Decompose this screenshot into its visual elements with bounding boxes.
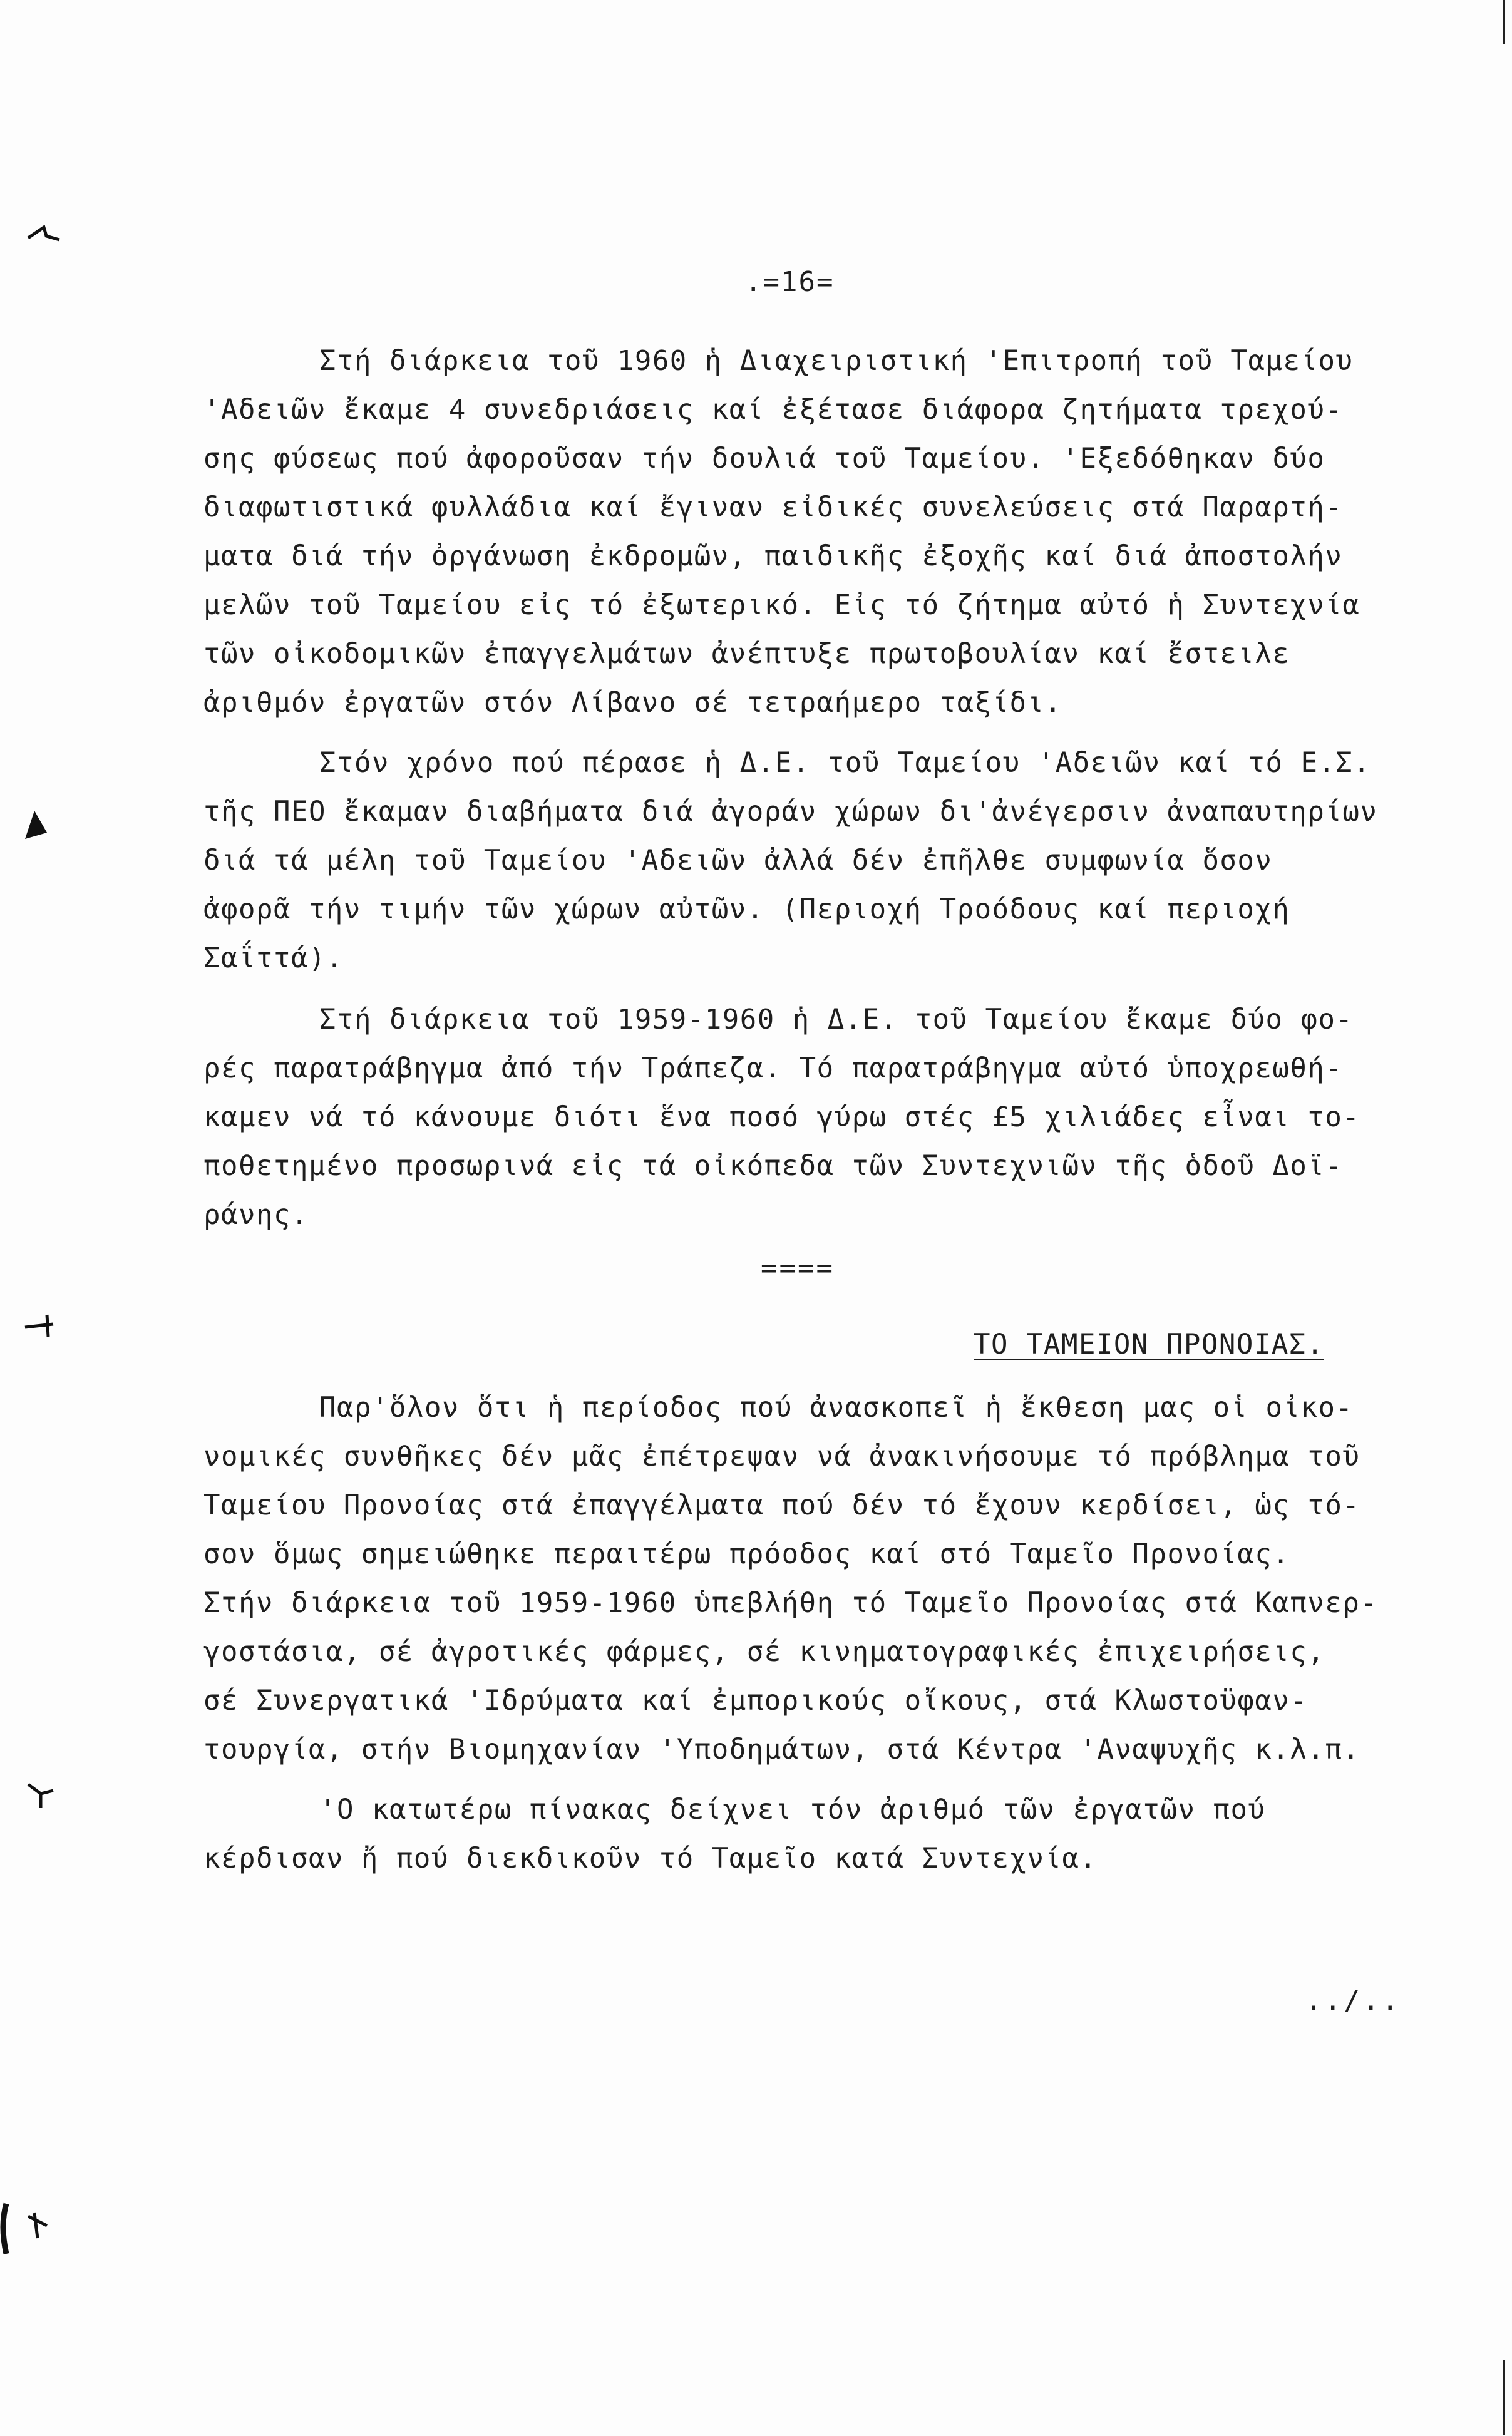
text-line: ποθετημένο προσωρινά εἰς τά οἰκόπεδα τῶν Συντεχνιῶν τῆς ὁδοῦ Δοϊ- xyxy=(203,1150,1343,1182)
text-line: μελῶν τοῦ Ταμείου εἰς τό ἐξωτερικό. Εἰς τό ζήτημα αὐτό ἡ Συντεχνία xyxy=(203,589,1360,621)
text-line: ρές παρατράβηγμα ἀπό τήν Τράπεζα. Τό παρατράβηγμα αὐτό ὑποχρεωθή- xyxy=(203,1052,1343,1084)
text-line: διά τά μέλη τοῦ Ταμείου 'Αδειῶν ἀλλά δέν ἐπῆλθε συμφωνία ὅσον xyxy=(203,845,1273,876)
text-line: 'Αδειῶν ἔκαμε 4 συνεδριάσεις καί ἐξέτασε διάφορα ζητήματα τρεχού- xyxy=(203,394,1343,426)
text-line: 'Ο κατωτέρω πίνακας δείχνει τόν ἀριθμό τῶν ἐργατῶν πού xyxy=(319,1794,1266,1826)
text-line: διαφωτιστικά φυλλάδια καί ἔγιναν εἰδικές συνελεύσεις στά Παραρτή- xyxy=(203,491,1343,523)
scan-mark-icon xyxy=(22,1312,59,1340)
text-line: καμεν νά τό κάνουμε διότι ἕνα ποσό γύρω στές £5 χιλιάδες εἶναι το- xyxy=(203,1101,1360,1133)
text-line: Στόν χρόνο πού πέρασε ἡ Δ.Ε. τοῦ Ταμείου 'Αδειῶν καί τό Ε.Σ. xyxy=(319,747,1371,779)
text-line: γοστάσια, σέ ἀγροτικές φάρμες, σέ κινηματογραφικές ἐπιχειρήσεις, xyxy=(203,1636,1325,1668)
section-separator: ==== xyxy=(761,1252,835,1284)
scan-mark-icon xyxy=(25,222,63,247)
scan-mark-icon xyxy=(25,1778,56,1809)
section-heading: ΤΟ ΤΑΜΕΙΟΝ ΠΡΟΝΟΙΑΣ. xyxy=(974,1328,1324,1360)
text-line: κέρδισαν ἤ πού διεκδικοῦν τό Ταμεῖο κατά Συντεχνία. xyxy=(203,1842,1098,1874)
text-line: Σαΐττά). xyxy=(203,942,344,974)
text-line: τῶν οἰκοδομικῶν ἐπαγγελμάτων ἀνέπτυξε πρωτοβουλίαν καί ἔστειλε xyxy=(203,638,1290,670)
text-line: τῆς ΠΕΟ ἔκαμαν διαβήματα διά ἀγοράν χώρων δι'ἀνέγερσιν ἀναπαυτηρίων xyxy=(203,796,1378,828)
text-line: Παρ'ὅλον ὅτι ἡ περίοδος πού ἀνασκοπεῖ ἡ ἔκθεση μας οἱ οἰκο- xyxy=(319,1392,1354,1424)
text-line: Στή διάρκεια τοῦ 1959-1960 ἡ Δ.Ε. τοῦ Ταμείου ἔκαμε δύο φο- xyxy=(319,1004,1354,1036)
text-line: ματα διά τήν ὀργάνωση ἐκδρομῶν, παιδικῆς ἐξοχῆς καί διά ἀποστολήν xyxy=(203,540,1343,572)
text-line: Στήν διάρκεια τοῦ 1959-1960 ὑπεβλήθη τό Ταμεῖο Προνοίας στά Καπνερ- xyxy=(203,1587,1378,1619)
text-line: σης φύσεως πού ἀφοροῦσαν τήν δουλιά τοῦ Ταμείου. 'Εξεδόθηκαν δύο xyxy=(203,443,1325,475)
text-line: τουργία, στήν Βιομηχανίαν 'Υποδημάτων, στά Κέντρα 'Αναψυχῆς κ.λ.π. xyxy=(203,1734,1360,1765)
text-line: ἀφορᾶ τήν τιμήν τῶν χώρων αὐτῶν. (Περιοχή Τροόδους καί περιοχή xyxy=(203,893,1290,925)
continuation-marker: ../.. xyxy=(1305,1985,1401,2017)
text-line: ἀριθμόν ἐργατῶν στόν Λίβανο σέ τετραήμερο ταξίδι. xyxy=(203,687,1062,719)
scan-mark-icon xyxy=(19,808,50,845)
text-line: σον ὅμως σημειώθηκε περαιτέρω πρόοδος καί στό Ταμεῖο Προνοίας. xyxy=(203,1538,1290,1570)
page-number: .=16= xyxy=(745,266,835,298)
scan-edge-mark xyxy=(1503,0,1505,44)
text-line: Στή διάρκεια τοῦ 1960 ἡ Διαχειριστική 'Επιτροπή τοῦ Ταμείου xyxy=(319,345,1354,377)
text-line: νομικές συνθῆκες δέν μᾶς ἐπέτρεψαν νά ἀνακινήσουμε τό πρόβλημα τοῦ xyxy=(203,1441,1360,1472)
text-line: ράνης. xyxy=(203,1199,309,1231)
text-line: Ταμείου Προνοίας στά ἐπαγγέλματα πού δέν τό ἔχουν κερδίσει, ὡς τό- xyxy=(203,1489,1360,1521)
text-line: σέ Συνεργατικά 'Ιδρύματα καί ἐμπορικούς οἴκους, στά Κλωστοϋφαν- xyxy=(203,1685,1308,1717)
scan-mark-icon xyxy=(0,2191,56,2260)
scan-edge-mark xyxy=(1503,2360,1505,2435)
